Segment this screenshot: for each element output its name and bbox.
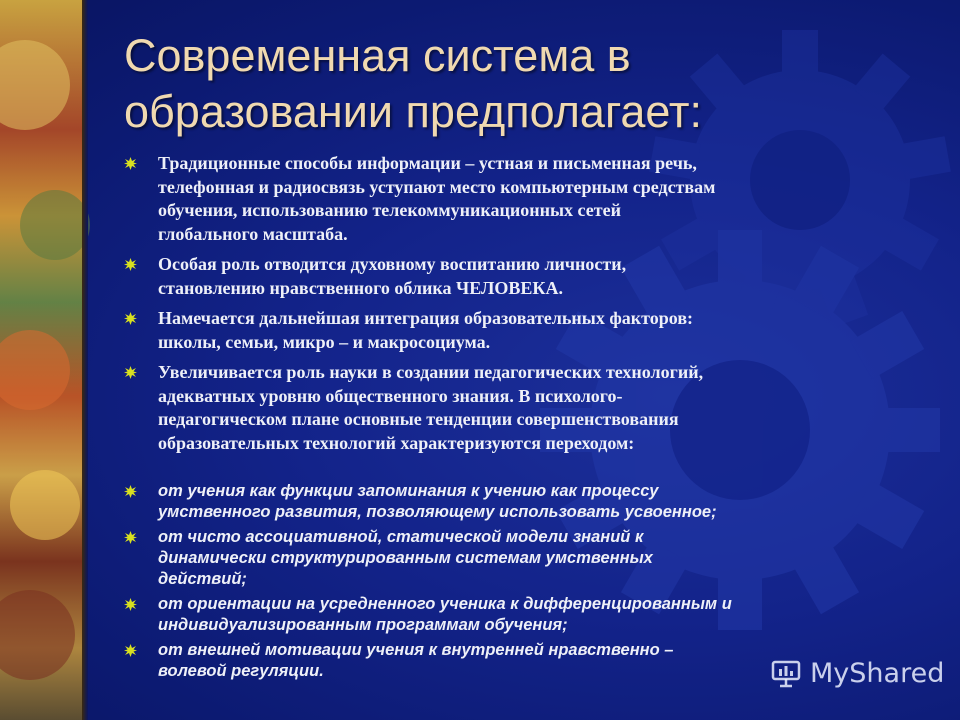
sub-bullet-line: динамически структурированным системам умственных [158, 549, 653, 567]
slide-title [124, 28, 924, 140]
bullet-icon [124, 312, 137, 325]
bullet-line: становлению нравственного облика ЧЕЛОВЕКА. [158, 277, 563, 298]
bullet-icon [124, 258, 137, 271]
sub-bullet-line: от чисто ассоциативной, статической модели знаний к [158, 528, 644, 546]
title-line-1: Современная система в [124, 30, 631, 81]
bullet-line: педагогическом плане основные тенденции совершенствования [158, 409, 679, 429]
bullet-line: адекватных уровню общественного знания. В психолого- [158, 385, 623, 406]
slide-content [124, 152, 924, 682]
sub-bullet-line: от учения как функции запоминания к учению как процессу [158, 482, 659, 500]
bullet-line: телефонная и радиосвязь уступают место компьютерным средствам [158, 176, 716, 197]
sub-bullet-line: индивидуализированным программам обучения; [158, 616, 568, 634]
bullet-icon [124, 531, 137, 544]
sub-bullet-line: от внешней мотивации учения к внутренней нравственно – [158, 641, 674, 659]
bullet-icon [124, 644, 137, 657]
watermark-text: MyShared [810, 657, 945, 689]
bullet-line: Особая роль отводится духовному воспитанию личности, [158, 254, 627, 274]
bullet-icon [124, 366, 137, 379]
bullet-icon [124, 157, 137, 170]
bullet-icon [124, 598, 137, 611]
sub-bullet-line: действий; [158, 570, 247, 588]
bullet-item [124, 152, 924, 246]
bullet-line: глобального масштаба. [158, 223, 348, 244]
left-decorative-strip [0, 0, 86, 720]
bullet-item [124, 307, 924, 354]
bullet-item [124, 361, 924, 455]
left-edge-divider [82, 0, 88, 720]
bullet-line: Увеличивается роль науки в создании педагогических технологий, [158, 362, 704, 382]
sub-bullet-item [124, 594, 924, 636]
bullet-line: Намечается дальнейшая интеграция образовательных факторов: [158, 308, 694, 328]
bullet-line: обучения, использованию телекоммуникационных сетей [158, 200, 621, 220]
sub-bullet-line: от ориентации на усредненного ученика к дифференцированным и [158, 595, 732, 613]
sub-bullet-line: волевой регуляции. [158, 662, 324, 680]
bullet-line: школы, семьи, микро – и макросоциума. [158, 331, 491, 352]
bullet-line: образовательных технологий характеризуются переходом: [158, 432, 635, 453]
presentation-icon [770, 657, 802, 689]
sub-bullet-line: умственного развития, позволяющему использовать усвоенное; [158, 503, 717, 521]
title-line-2: образовании предполагает: [124, 86, 703, 137]
bullet-icon [124, 485, 137, 498]
sub-bullet-item [124, 481, 924, 523]
sub-bullet-item [124, 527, 924, 590]
bullet-item [124, 253, 924, 300]
bullet-line: Традиционные способы информации – устная и письменная речь, [158, 153, 697, 173]
spacer [124, 455, 924, 481]
myshared-watermark[interactable] [770, 652, 944, 694]
